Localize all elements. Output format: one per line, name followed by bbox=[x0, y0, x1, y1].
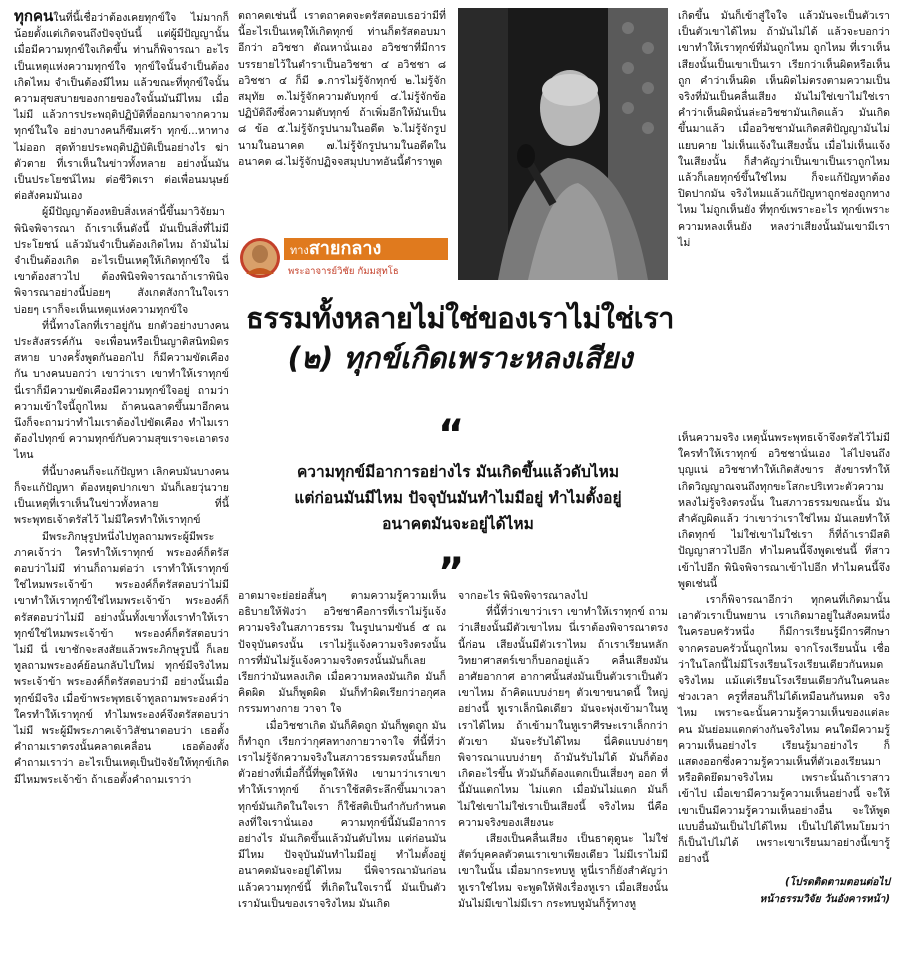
pull-quote-line: ความทุกข์มีอาการอย่างไร มันเกิดขึ้นแล้วดับไหม bbox=[296, 463, 620, 481]
close-quote-mark: ” bbox=[438, 550, 465, 596]
paragraph: ผู้มีปัญญาต้องหยิบสิ่งเหล่านี้ขึ้นมาวิจัยมาพินิจพิจารณา ถ้าเราเห็นดังนี้ มันเป็นสิ่งที่ไม่มีประโยชน์ แล้วมันจำเป็นต้องเกิดไหม ถ้ามันไม่จำเป็นต้องเกิด อะไรเป็นเหตุให้เกิดทุกข์ใจ นี่เขาต้องสาวไป ต้องพินิจพิจารณาถ้าเราพินิจพิจารณาอย่างนี้บ่อยๆ สังเกตสังกาในใจเราบ่อยๆ เราก็จะเห็นเหตุแห่งความทุกข์ใจ bbox=[14, 206, 229, 316]
column-4-lower bbox=[678, 430, 890, 908]
dropcap: ทุกคน bbox=[14, 7, 54, 25]
column-title-prefix: ทาง bbox=[290, 244, 309, 257]
paragraph: ในที่นี้เชื่อว่าต้องเคยทุกข์ใจ ไม่มากก็น้อยตั้งแต่เกิดจนถึงปัจจุบันนี้ แต่ผู้มีปัญญานั้นเมื่อมีความทุกข์ใจเกิดขึ้น ท่านก็พิจารณา อะไรเป็นเหตุแห่งความทุกข์ใจ ทุกข์ใจนั้นจำเป็นต้องเกิดไหม จำเป็นต้องมีไหม แล้วขณะที่ทุกข์ใจนั้น ความสุขสบายของกายของใจนั้นมันมีไหม เมื่อไม่มี แล้วการประพฤติปฏิบัติที่ออกมาจากความทุกข์ในใจ อย่างบางคนก็ซึมเศร้า ทุกข์...หาทางไม่ออก สุดท้ายประพฤติปฏิบัติเป็นอย่างไร ฆ่าตัวตาย ที่เราเห็นในข่าวทั้งหลาย อย่างนั้นมันเป็นประโยชน์ไหม ต่อชีวิตเรา ต่อเพื่อนมนุษย์ ต่อสังคมมันเอง bbox=[14, 12, 229, 203]
paragraph: ที่นี้บางคนก็จะแก้ปัญหา เลิกคบมันบางคนก็จะแก้ปัญหา ต้องหยุดปากเขา มันก็เลยวุ่นวาย เป็นเหตุที่เราเห็นในข่าวทั้งหลาย ที่นี้พระพุทธเจ้าตรัสไว้ ไม่มีใครทำให้เราทุกข์ bbox=[14, 465, 229, 527]
headline bbox=[230, 300, 690, 376]
paragraph: เมื่อวิชชาเกิด มันก็คิดถูก มันก็พูดถูก มันก็ทำถูก เรียกว่ากุศลทางกายวาจาใจ ที่นี้ที่ว่าเราไม่รู้จักความจริงในสภาวธรรมตรงนั้นก็ยกตัวอย่างที่เมื่อกี้นี้ที่พูดให้ฟัง เขามาว่าเราเขาทำให้เราทุกข์ ถ้าเราใช้สติระลึกขึ้นมาเวลาทุกข์มันเกิดในใจเรา ก็ใช้สติเป็นกำกับกำหนดลงที่ใจเรานั่นเอง ความทุกข์นี้มันมีอาการอย่างไร มันเกิดขึ้นแล้วมันดับไหม แต่ก่อนมันมีไหม ปัจจุบันมันทำไมมีอยู่ ทำไมตั้งอยู่ อนาคตมันจะอยู่ได้ไหม นี่พิจารณามันก่อน แล้วความทุกข์นี้ ที่เกิดในใจเรานี้ มันเป็นตัวเรามันเป็นของเราจริงไหม มันเกิด bbox=[238, 719, 446, 910]
pull-quote-line: อนาคตมันจะอยู่ได้ไหม bbox=[382, 515, 534, 533]
continuation-line: (โปรดติดตามตอนต่อไป bbox=[785, 877, 890, 889]
column-3-lower bbox=[458, 588, 668, 912]
column-title-main: สายกลาง bbox=[308, 238, 382, 259]
paragraph: เกิดขึ้น มันก็เข้าสู่ใจใจ แล้วมันจะเป็นตัวเราเป็นตัวเขาได้ไหม ถ้ามันไม่ได้ แล้วจะบอกว่าเขาทำให้เราทุกข์ที่มันถูกไหม ถูกไหม ที่เราเห็นเสียงนั้นเป็นเขาเป็นเรา เรียกว่าเห็นผิดหรือเห็นถูก คำว่าเห็นผิด เห็นผิดไม่ตรงตามความเป็นจริงที่มันเป็นคลื่นเสียง มันไม่ใช่เขาไม่ใช่เรา คำว่าเห็นผิดนั่นล่ะอวิชชามันเกิดแล้ว มันเกิดขึ้นมาแล้ว เมื่ออวิชชามันเกิดสติปัญญามันไม่แยบคาย ไม่เห็นแจ้งในเสียงนั้น เมื่อไม่เห็นแจ้งในเสียงนั้น ก็สำคัญว่าเป็นเขาเป็นเราถูกไหม แล้วก็เลยทุกข์ขึ้นใช่ไหม ก็จะแก้ปัญหาต้องปิดปากมัน จริงไหมแล้วแก้ปัญหาถูกช่องถูกทางไหม ไม่ถูกเห็นยัง ที่ทุกข์เพราะอะไร ทุกข์เพราะความหลงเห็นยัง หลงว่าเสียงนั้นมันเขามีเรา ไม่ bbox=[678, 10, 890, 249]
paragraph: จากอะไร พินิจพิจารณาลงไป bbox=[458, 590, 588, 602]
column-2-lower bbox=[238, 588, 446, 912]
continuation-line: หน้าธรรมวิจัย วันอังคารหน้า) bbox=[759, 893, 890, 905]
monk-photo bbox=[458, 8, 668, 280]
paragraph: ที่นี้ทางโลกที่เราอยู่กัน ยกตัวอย่างบางคนประสังสรรค์กัน จะเพื่อนหรือเป็นญาติสนิทมิตรสหาย บางครั้งพูดกันออกไป ก็มีความขัดเคืองกัน บางคนบอกว่า เขาว่าเรา เขาทำให้เราทุกข์ นี่เราก็มีความขัดเคืองมีความทุกข์ใจอยู่ ถามว่าความเข้าใจนี้ถูกไหม ถ้าคนฉลาดขึ้นมาอีกคนนึงก็จะถามว่าทำไมเราต้องไปขัดเคือง ทำไมเราต้องไปทุกข์ ความทุกข์กับความสุขเราจะเอาตรงไหน bbox=[14, 319, 229, 462]
headline-subtitle: (๒) ทุกข์เกิดเพราะหลงเสียง bbox=[287, 341, 633, 375]
paragraph: อาตมาจะย่อย่อสั้นๆ ตามความรู้ความเห็นอธิบายให้ฟังว่า อวิชชาคือการที่เราไม่รู้แจ้งความจริงในสภาวธรรม ในรูปนามขันธ์ ๕ ณ ปัจจุบันตรงนั้น เราไม่รู้แจ้งความจริงตรงนั้น การที่มันไม่รู้แจ้งความจริงตรงนั้นมันก็เลยเรียกว่ามันหลงเกิด เมื่อความหลงมันเกิด มันก็คิดผิด มันก็พูดผิด มันก็ทำผิดเรียกว่าอกุศลกรรมทางกาย วาจา ใจ bbox=[238, 590, 446, 716]
paragraph: เราก็พิจารณาอีกว่า ทุกคนที่เกิดมานั้น เอาตัวเราเป็นพยาน เราเกิดมาอยู่ในสังคมหนึ่งในครอบครัวหนึ่ง ก็มีการเรียนรู้มีการศึกษา จากครอบครัวนั้นถูกไหม จากโรงเรียนนั้น เชื่อว่าในโลกนี้ไม่มีโรงเรียนโรงเรียนเดียวกันหมด จริงไหม แม้แต่เรียนโรงเรียนเดียวกันในคนละช่วงเวลา ครูที่สอนก็ไม่ได้เหมือนกันหมด จริงไหม เพราะฉะนั้นความรู้ความเห็นของแต่ละคน มันย่อมแตกต่างกันจริงไหม คนใดมีความรู้ความเห็นอย่างไร เรียนรู้มาอย่างไร ก็แสดงออกซึ่งความรู้ความเห็นที่ตัวเองเรียนมา หรือติดยึดมาจริงไหม เพราะนั้นถ้าเราสาวเข้าไป เมื่อเขามีความรู้ความเห็นอย่างนี้ จะให้เขาเป็นมีความรู้ความเห็นอย่างอื่น จะให้พูดแบบอื่นมันเป็นไปได้ไหม เป็นไปได้ไหมโยมว่า ก็เป็นไปไม่ได้ เพราะเขาเรียนมาอย่างนี้เขารู้อย่างนี้ bbox=[678, 594, 890, 866]
continuation-note bbox=[678, 875, 890, 907]
paragraph: ที่นี้ที่ว่าเขาว่าเรา เขาทำให้เราทุกข์ ถามว่าเสียงนั้นมีตัวเขาไหม นี่เราต้องพิจารณาตรงนี้ก่อน เสียงนั้นมีตัวเราไหม ถ้าเราเรียนหลักวิทยาศาสตร์เขาก็บอกอยู่แล้ว คลื่นเสียงมันอาศัยอากาศ อากาศนั้นส่งมันเป็นตัวเราเป็นตัวเขาไหม ถ้าคิดแบบง่ายๆ ตัวเขาขนาดนี้ ใหญ่อย่างนี้ หูเราเล็กนิดเดียว มันจะพุ่งเข้ามาในหูเราได้ไหม ถ้าเข้ามาในหูเราศีรษะเราเล็กกว่าตัวเขา มันจะรับได้ไหม นี่คิดแบบง่ายๆ พิจารณาแบบง่ายๆ ถ้ามันรับไม่ได้ มันก็ต้องเกิดอะไรขึ้น หัวมันก็ต้องแตกเป็นเสี่ยงๆ ออก ที่นี้มันแตกไหม ไม่แตก เมื่อมันไม่แตก มันก็ไม่ใช่เขาไม่ใช่เราเป็นเสียงนี้ จริงไหม นี่คือความจริงของเสียงนะ bbox=[458, 606, 668, 829]
pull-quote-text bbox=[238, 459, 678, 537]
paragraph: มีพระภิกษุรูปหนึ่งไปทูลถามพระผู้มีพระภาคเจ้าว่า ใครทำให้เราทุกข์ พระองค์ก็ตรัสตอบว่าไม่มี ท่านก็ถามต่อว่า เราทำให้เราทุกข์ใช่ไหมพระเจ้าข้า พระองค์ก็ตรัสตอบว่าไม่มี เขาทำให้เราทุกข์ใช่ไหมพระเจ้าข้า พระองค์ก็ตรัสตอบว่าไม่มี อย่างนั้นทั้งเขาทั้งเราทำให้เราทุกข์ใช่ไหมพระเจ้าข้า พระองค์ก็ตรัสตอบว่าไม่มี นี่ เขาชักจะสงสัยแล้วพระภิกษุรูปนี้ ก็เลยทูลถามพระองค์ย้อนกลับไปใหม่ ทุกข์มีจริงไหมพระเจ้าข้า พระองค์ก็ตรัสตอบว่ามี อย่างนั้นเมื่อทุกข์มีจริง เมื่อข้าพระพุทธเจ้าทูลถามพระองค์ว่า ใครทำให้เราทุกข์ ทำไมพระองค์จึงตรัสตอบว่าไม่มี พระผู้มีพระภาคเจ้าวิสัชนาตอบว่า เธอตั้งคำถามเราตรงนั้นคลาดเคลื่อน เธอต้องตั้งคำถามเราว่า อะไรเป็นเหตุเป็นปัจจัยให้ทุกข์เกิด มีไหมพระเจ้าข้า ถ้าเธอตั้งคำถามเราว่า bbox=[14, 530, 229, 786]
column-1 bbox=[14, 8, 229, 788]
column-header bbox=[238, 232, 448, 284]
paragraph: เสียงเป็นคลื่นเสียง เป็นธาตุดูนะ ไม่ใช่สัตว์บุคคลตัวตนเราเขาเพียงเดียว ไม่มีเราไม่มีเขาในนั้น เมื่อมากระทบหู หูนี่เราก็ยังสำคัญว่าหูเราใช่ไหม จะพูดให้ฟังเรื่องหูเรา เมื่อเสียงนั้นมันไม่มีเขาไม่มีเรา กระทบหูมันก็รู้ทางหู bbox=[458, 833, 668, 910]
column-title bbox=[290, 238, 381, 260]
open-quote-mark: “ bbox=[438, 412, 465, 458]
pull-quote-line: แต่ก่อนมันมีไหม ปัจจุบันมันทำไมมีอยู่ ทำไมตั้งอยู่ bbox=[294, 489, 622, 507]
author-name: พระอาจารย์วิชัย กัมมสุทโธ bbox=[288, 266, 399, 277]
column-2-top bbox=[238, 8, 446, 170]
headline-title: ธรรมทั้งหลายไม่ใช่ของเราไม่ใช่เรา bbox=[246, 301, 674, 335]
paragraph: ตถาคตเช่นนี้ เราตถาคตจะตรัสตอบเธอว่ามีที่นี้อะไรเป็นเหตุให้เกิดทุกข์ ท่านก็ตรัสตอบมาอีกว่า อวิชชา ตัณหานั่นเอง อวิชชาที่มีการบรรยายไว้ในตำราเป็นอวิชชา ๔ อวิชชา ๘ อวิชชา ๔ ก็มี ๑.การไม่รู้จักทุกข์ ๒.ไม่รู้จักสมุทัย ๓.ไม่รู้จักความดับทุกข์ ๔.ไม่รู้จักข้อปฏิบัติถึงซึ่งความดับทุกข์ ถ้าเพิ่มอีกให้มันเป็น ๘ ข้อ ๕.ไม่รู้จักรูปนามในอดีต ๖.ไม่รู้จักรูปนามในอนาคต ๗.ไม่รู้จักรูปนามในอดีตในอนาคต ๘.ไม่รู้จักปฏิจจสมุปบาทอันนี้ตำราพูด bbox=[238, 10, 446, 168]
column-3-top bbox=[678, 8, 890, 251]
paragraph: เห็นความจริง เหตุนั้นพระพุทธเจ้าจึงตรัสไว้ไม่มีใครทำให้เราทุกข์ อวิชชานั่นเอง ไล่ไปจนถึงบุญแน่ อวิชชาทำให้เกิดสังขาร สังขารทำให้เกิดวิญญาณจนถึงทุกขะโสกะปริเทวะตัวความหลงไม่รู้จริงตรงนั้น ในสภาวธรรมขณะนั้น มันสำคัญผิดแล้ว ว่าเขาว่าเราใช่ไหม มันเลยทำให้เกิดทุกข์ ไม่ใช่เขาไม่ใช่เรา ก็ที่ถ้าเรามีสติปัญญาสาวไปอีก ทำไมคนนี้จึงพูดเช่นนี้ ที่สาวเข้าไปอีก พินิจพิจารณาเข้าไปอีก ทำไมคนนี้จึงพูดเช่นนี้ bbox=[678, 432, 890, 590]
